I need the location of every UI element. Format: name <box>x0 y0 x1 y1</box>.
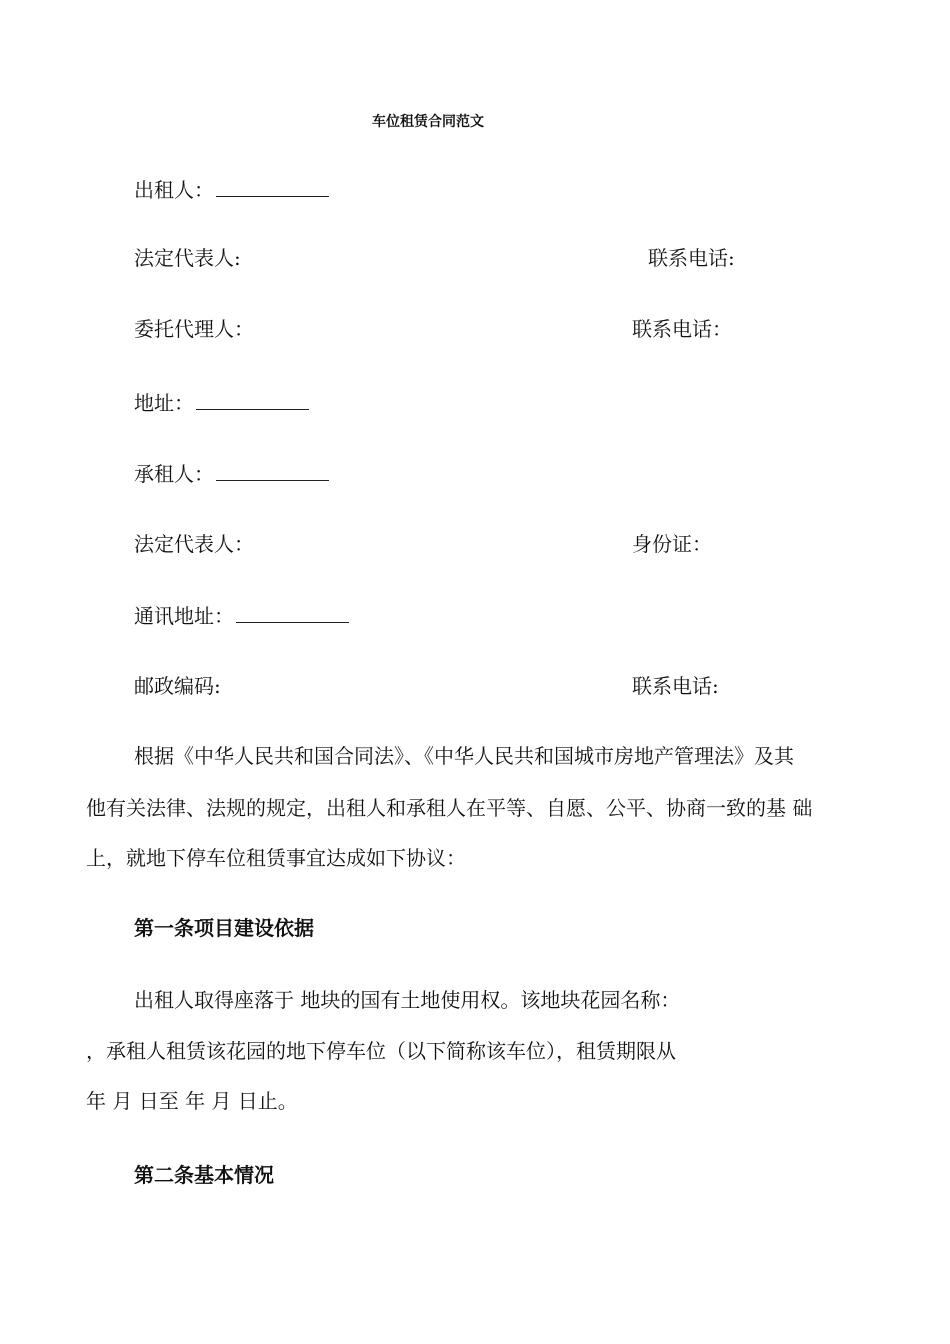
mailing-address-field <box>134 604 349 626</box>
legal-rep-label: 法定代表人: <box>134 246 241 270</box>
article-1-line-2: ，承租人租赁该花园的地下停车位（以下简称该车位），租赁期限从 <box>86 1039 676 1063</box>
mailing-address-label: 通讯地址： <box>134 604 234 628</box>
intro-line-3: 上，就地下停车位租赁事宜达成如下协议： <box>86 846 466 870</box>
lessee-label: 承租人： <box>134 462 214 486</box>
article-1-line-1: 出租人取得座落于 地块的国有土地使用权。该地块花园名称： <box>134 988 681 1012</box>
id-card-label: 身份证： <box>632 532 712 556</box>
lessor-blank <box>216 178 329 197</box>
address-label: 地址： <box>134 391 194 415</box>
address-field <box>134 391 309 413</box>
contact-phone-label-2: 联系电话： <box>632 317 732 341</box>
lessor-field <box>134 178 329 200</box>
postcode-label: 邮政编码: <box>134 674 221 698</box>
intro-line-1: 根据《中华人民共和国合同法》、《中华人民共和国城市房地产管理法》及其 <box>134 744 794 768</box>
agent-label: 委托代理人： <box>134 317 254 341</box>
mailing-address-blank <box>236 604 349 623</box>
article-1-heading: 第一条项目建设依据 <box>134 916 314 940</box>
document-title: 车位租赁合同范文 <box>372 114 484 130</box>
article-1-line-3: 年 月 日至 年 月 日止。 <box>86 1089 298 1113</box>
lessee-field <box>134 462 329 484</box>
lessee-blank <box>216 462 329 481</box>
lessor-label: 出租人： <box>134 178 214 202</box>
intro-line-2: 他有关法律、法规的规定，出租人和承租人在平等、自愿、公平、协商一致的基 础 <box>86 796 813 820</box>
contact-phone-label-1: 联系电话: <box>648 246 735 270</box>
article-2-heading: 第二条基本情况 <box>134 1163 274 1187</box>
contact-phone-label-3: 联系电话: <box>632 674 719 698</box>
legal-rep-label-2: 法定代表人： <box>134 532 254 556</box>
address-blank <box>196 391 309 410</box>
